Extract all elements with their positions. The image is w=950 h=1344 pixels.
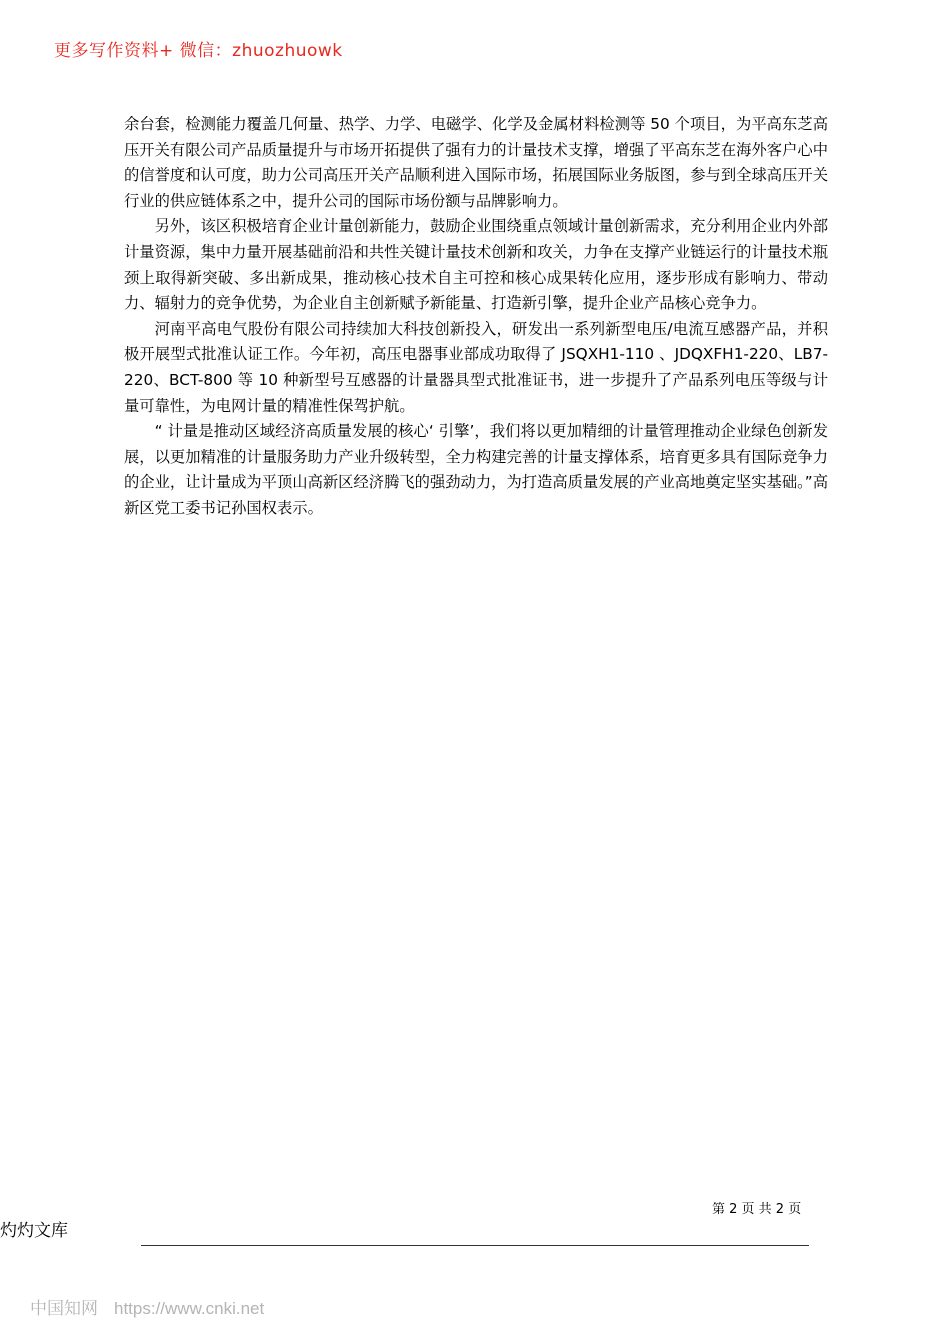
watermark	[30, 1294, 264, 1319]
article-body	[124, 112, 828, 522]
paragraph: 另外，该区积极培育企业计量创新能力，鼓励企业围绕重点领域计量创新需求，充分利用企业内外部计量资源，集中力量开展基础前沿和共性关键计量技术创新和攻关，力争在支撑产业链运行的计量技术瓶颈上取得新突破、多出新成果，推动核心技术自主可控和核心成果转化应用，逐步形成有影响力、带动力、辐射力的竞争优势，为企业自主创新赋予新能量、打造新引擎，提升企业产品核心竞争力。	[124, 217, 828, 313]
paragraph: 河南平高电气股份有限公司持续加大科技创新投入，研发出一系列新型电压/电流互感器产品，并积极开展型式批准认证工作。今年初，高压电器事业部成功取得了 JSQXH1-110 、JDQXFH1-220、LB7-220、BCT-800 等 10 种新型号互感器的计量器具型式批准证书，进一步提升了产品系列电压等级与计量可靠性，为电网计量的精准性保驾护航。	[124, 319, 828, 415]
paragraph-quote: “ 计量是推动区域经济高质量发展的核心‘ 引擎’，我们将以更加精细的计量管理推动企业绿色创新发展，以更加精准的计量服务助力产业升级转型，全力构建完善的计量支撑体系，培育更多具有国际竞争力的企业，让计量成为平顶山高新区经济腾飞的强劲动力，为打造高质量发展的产业高地奠定坚实基础。”高新区党工委书记孙国权表示。	[124, 422, 828, 517]
promo-banner: 更多写作资料+ 微信：zhuozhuowk	[54, 41, 343, 61]
paragraph-continued: 余台套，检测能力覆盖几何量、热学、力学、电磁学、化学及金属材料检测等 50 个项目，为平高东芝高压开关有限公司产品质量提升与市场开拓提供了强有力的计量技术支撑，增强了平高东芝在海外客户心中的信誉度和认可度，助力公司高压开关产品顺利进入国际市场，拓展国际业务版图，参与到全球高压开关行业的供应链体系之中，提升公司的国际市场份额与品牌影响力。	[124, 115, 828, 210]
footer-divider	[141, 1245, 809, 1246]
watermark-brand: 中国知网	[30, 1299, 98, 1319]
page-number: 第 2 页 共 2 页	[712, 1202, 802, 1217]
source-library-name: 灼灼文库	[0, 1221, 68, 1241]
watermark-url: https://www.cnki.net	[114, 1299, 265, 1318]
